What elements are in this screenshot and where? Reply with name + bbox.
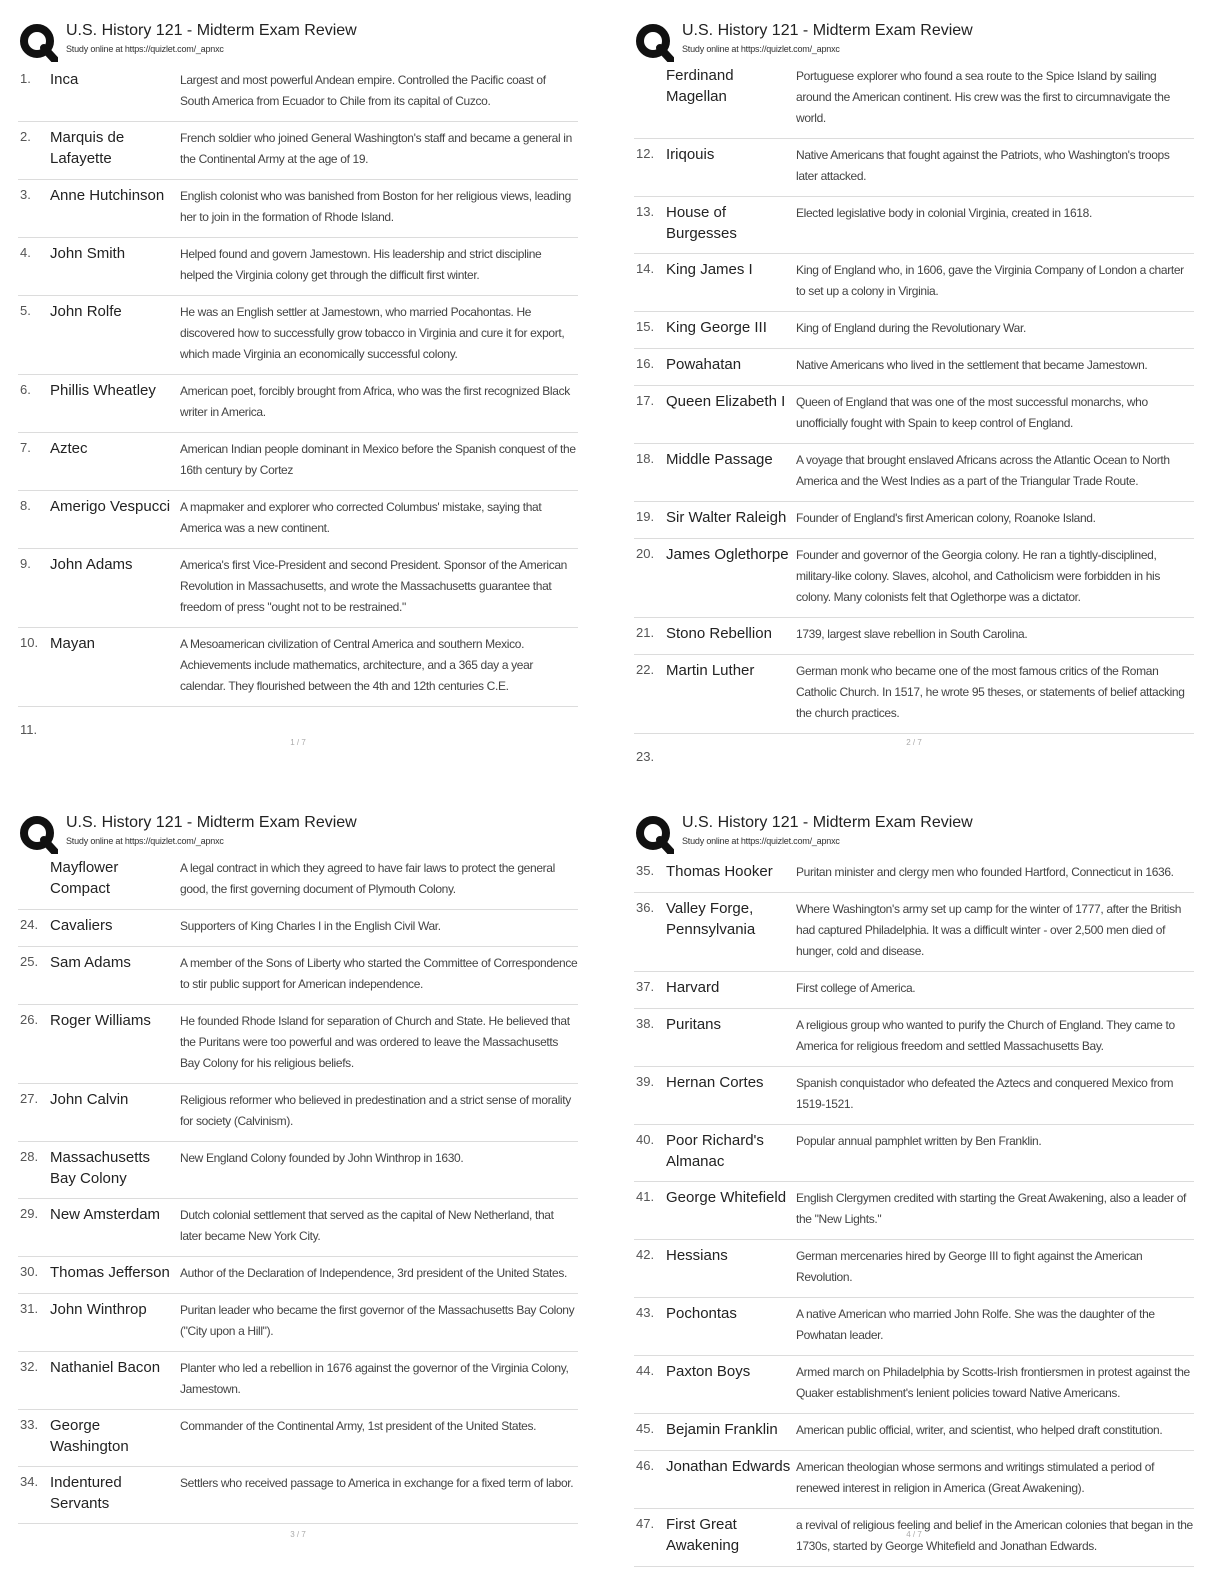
term-number: 26. [20,1012,39,1027]
term-number [18,856,50,900]
term-definition: English Clergymen credited with starting the Great Awakening, also a leader of the "New Lights." [796,1191,1187,1226]
term-definition: German mercenaries hired by George III to fight against the American Revolution. [796,1249,1143,1284]
term-word: Jonathan Edwards [666,1458,791,1475]
term-word: Sir Walter Raleigh [666,509,787,526]
header-title: U.S. History 121 - Midterm Exam Review [66,22,357,39]
term-definition: Religious reformer who believed in predestination and a strict sense of morality for society (Calvinism). [180,1093,571,1128]
term-row [18,1294,578,1352]
term-row [18,1084,578,1142]
header-study-link[interactable]: Study online at https://quizlet.com/_apnxc [66,836,224,846]
term-word: Hernan Cortes [666,1074,764,1091]
term-number: 32. [20,1359,39,1374]
term-number: 11. [20,722,38,737]
term-word: Powahatan [666,356,742,373]
term-definition: America's first Vice-President and second President. Sponsor of the American Revolution in Massachusetts, and wrote the Massachusetts guarantee that freedom of press "ought not to be restrained." [180,558,568,614]
term-definition: American public official, writer, and scientist, who helped draft constitution. [796,1423,1163,1437]
term-row [634,1009,1194,1067]
term-word: Hessians [666,1247,728,1264]
term-word: Sam Adams [50,954,131,971]
term-number: 8. [20,498,31,513]
term-row [18,1467,578,1524]
term-definition: Supporters of King Charles I in the English Civil War. [180,919,441,933]
term-word: Martin Luther [666,662,755,679]
term-row [634,64,1194,139]
term-number: 17. [636,393,655,408]
header-title: U.S. History 121 - Midterm Exam Review [682,814,973,831]
term-number: 24. [20,917,39,932]
term-definition: English colonist who was banished from Boston for her religious views, leading her to join in the formation of Rhode Island. [180,189,571,224]
quizlet-logo-icon [634,814,674,854]
term-word: Ferdinand Magellan [666,67,734,105]
term-number: 38. [636,1016,655,1031]
term-row [634,893,1194,972]
term-definition: Elected legislative body in colonial Virginia, created in 1618. [796,206,1092,220]
term-definition: a revival of religious feeling and belief in the American colonies that began in the 1730s, started by George Whitefield and Jonathan Edwards. [796,1518,1193,1553]
quizlet-logo-icon [18,22,58,62]
term-definition: Popular annual pamphlet written by Ben Franklin. [796,1134,1042,1148]
page-2 [634,18,1194,773]
term-row [634,444,1194,502]
term-definition: Founder and governor of the Georgia colony. He ran a tightly-disciplined, military-like colony. Slaves, alcohol, and Catholicism were forbidden in his colony. Many colonists felt that Oglethorpe was a dictator. [796,548,1161,604]
term-definition: He was an English settler at Jamestown, who married Pocahontas. He discovered how to successfully grow tobacco in Virginia and cure it for export, which made Virginia an economically successful colony. [180,305,565,361]
term-number: 25. [20,954,39,969]
term-number: 22. [636,662,655,677]
term-definition: American Indian people dominant in Mexico before the Spanish conquest of the 16th century by Cortez [180,442,576,477]
term-number: 4. [20,245,31,260]
term-row [18,947,578,1005]
term-row [18,122,578,180]
term-number: 39. [636,1074,655,1089]
term-number: 37. [636,979,655,994]
term-definition: King of England who, in 1606, gave the Virginia Company of London a charter to set up a colony in Virginia. [796,263,1184,298]
term-number: 21. [636,625,655,640]
term-definition: A mapmaker and explorer who corrected Columbus' mistake, saying that America was a new continent. [180,500,542,535]
term-word: Indentured Servants [50,1474,122,1512]
term-number: 6. [20,382,31,397]
term-definition: A member of the Sons of Liberty who started the Committee of Correspondence to stir public support for American independence. [180,956,578,991]
term-row [18,238,578,296]
term-definition: French soldier who joined General Washington's staff and became a general in the Continental Army at the age of 19. [180,131,572,166]
term-word: Aztec [50,440,88,457]
term-word: King James I [666,261,753,278]
term-row [18,1352,578,1410]
term-row [634,349,1194,386]
term-definition: Founder of England's first American colony, Roanoke Island. [796,511,1096,525]
term-word: Thomas Hooker [666,863,773,880]
term-word: Middle Passage [666,451,773,468]
term-number: 14. [636,261,655,276]
term-definition: New England Colony founded by John Winthrop in 1630. [180,1151,464,1165]
term-definition: He founded Rhode Island for separation of Church and State. He believed that the Puritans were too powerful and was ordered to leave the Massachusetts Bay Colony for his religious beliefs. [180,1014,570,1070]
term-word: Pochontas [666,1305,737,1322]
term-definition: Planter who led a rebellion in 1676 against the governor of the Virginia Colony, Jamestown. [180,1361,569,1396]
page-header [18,18,578,64]
term-definition: 1739, largest slave rebellion in South Carolina. [796,627,1028,641]
term-definition: Queen of England that was one of the most successful monarchs, who unofficially fought with Spain to keep control of England. [796,395,1148,430]
term-row [18,1257,578,1294]
quizlet-logo-icon [634,22,674,62]
term-number: 7. [20,440,31,455]
term-definition: Helped found and govern Jamestown. His leadership and strict discipline helped the Virginia colony get through the difficult first winter. [180,247,542,282]
term-definition: Settlers who received passage to America in exchange for a fixed term of labor. [180,1476,574,1490]
term-number: 27. [20,1091,39,1106]
term-row [634,1451,1194,1509]
term-word: James Oglethorpe [666,546,789,563]
term-word: John Calvin [50,1091,129,1108]
page-header [18,810,578,856]
term-number: 2. [20,129,31,144]
term-row [18,491,578,549]
term-row [18,1199,578,1257]
term-row [634,856,1194,893]
term-word: Stono Rebellion [666,625,772,642]
term-number: 5. [20,303,31,318]
term-word: Paxton Boys [666,1363,751,1380]
header-study-link[interactable]: Study online at https://quizlet.com/_apnxc [66,44,224,54]
term-number: 16. [636,356,655,371]
term-number [634,64,666,129]
term-definition: American theologian whose sermons and writings stimulated a period of renewed interest in religion in America (Great Awakening). [796,1460,1155,1495]
term-row [634,1182,1194,1240]
term-number: 19. [636,509,655,524]
term-word: King George III [666,319,767,336]
term-number: 9. [20,556,31,571]
term-row [634,1298,1194,1356]
term-word: Harvard [666,979,720,996]
term-definition: American poet, forcibly brought from Africa, who was the first recognized Black writer in America. [180,384,570,419]
term-number: 1. [20,71,31,86]
term-number: 45. [636,1421,655,1436]
term-number: 33. [20,1417,39,1432]
term-word: Iriqouis [666,146,715,163]
term-word: George Whitefield [666,1189,787,1206]
term-definition: Native Americans that fought against the Patriots, who Washington's troops later attacked. [796,148,1170,183]
term-row [634,139,1194,197]
term-word: Mayflower Compact [50,859,119,897]
term-row [634,312,1194,349]
term-word: Marquis de Lafayette [50,129,125,167]
term-definition [796,746,1194,764]
term-number: 18. [636,451,655,466]
term-word: John Smith [50,245,126,262]
header-title: U.S. History 121 - Midterm Exam Review [66,814,357,831]
term-row [634,1125,1194,1182]
term-definition: Portuguese explorer who found a sea route to the Spice Island by sailing around the American continent. His crew was the first to circumnavigate the world. [796,69,1170,125]
term-row [634,386,1194,444]
term-number: 43. [636,1305,655,1320]
quizlet-logo-icon [18,814,58,854]
term-number: 47. [636,1516,655,1531]
term-definition: Native Americans who lived in the settlement that became Jamestown. [796,358,1148,372]
term-number: 46. [636,1458,655,1473]
term-definition: Puritan leader who became the first governor of the Massachusetts Bay Colony ("City upon a Hill"). [180,1303,575,1338]
term-definition: A native American who married John Rolfe. She was the daughter of the Powhatan leader. [796,1307,1155,1342]
page-number: 3 / 7 [290,1530,306,1539]
term-definition: German monk who became one of the most famous critics of the Roman Catholic Church. In 1517, he wrote 95 theses, or statements of belief attacking the church practices. [796,664,1185,720]
term-definition: Where Washington's army set up camp for the winter of 1777, after the British had captured Philadelphia. It was a difficult winter - over 2,500 men died of hunger, cold and disease. [796,902,1182,958]
term-row [18,549,578,628]
term-word: Phillis Wheatley [50,382,156,399]
term-word: Bejamin Franklin [666,1421,778,1438]
term-word: Poor Richard's Almanac [666,1132,764,1170]
page-4 [634,810,1194,1567]
term-row [18,856,578,910]
term-definition: A Mesoamerican civilization of Central America and southern Mexico. Achievements include mathematics, architecture, and a 365 day a year calendar. They flourished between the 4th and 12th centuries C.E. [180,637,534,693]
page-header [634,810,1194,856]
term-number: 10. [20,635,39,650]
term-definition: A voyage that brought enslaved Africans across the Atlantic Ocean to North America and the West Indies as a part of the Triangular Trade Route. [796,453,1170,488]
term-word: Inca [50,71,79,88]
page-number: 2 / 7 [906,738,922,747]
term-definition: Commander of the Continental Army, 1st president of the United States. [180,1419,537,1433]
term-definition: Armed march on Philadelphia by Scotts-Irish frontiersmen in protest against the Quaker establishment's lenient policies toward Native Americans. [796,1365,1190,1400]
term-word: Valley Forge, Pennsylvania [666,900,756,938]
page-1 [18,18,578,746]
term-definition: Author of the Declaration of Independence, 3rd president of the United States. [180,1266,567,1280]
term-number: 12. [636,146,655,161]
term-number: 3. [20,187,31,202]
term-word: George Washington [50,1417,129,1455]
term-row [18,180,578,238]
term-word: Amerigo Vespucci [50,498,171,515]
term-row [634,254,1194,312]
term-word [50,719,180,737]
term-number: 41. [636,1189,655,1204]
term-definition: Dutch colonial settlement that served as the capital of New Netherland, that later became New York City. [180,1208,554,1243]
term-word: Roger Williams [50,1012,151,1029]
term-number: 44. [636,1363,655,1378]
header-study-link[interactable]: Study online at https://quizlet.com/_apnxc [682,44,840,54]
term-word: Massachusetts Bay Colony [50,1149,151,1187]
header-title: U.S. History 121 - Midterm Exam Review [682,22,973,39]
term-definition: Puritan minister and clergy men who founded Hartford, Connecticut in 1636. [796,865,1174,879]
term-row [18,1410,578,1467]
term-number: 42. [636,1247,655,1262]
page-3 [18,810,578,1539]
term-number: 29. [20,1206,39,1221]
term-row [18,910,578,947]
term-definition: King of England during the Revolutionary War. [796,321,1026,335]
term-definition: Spanish conquistador who defeated the Aztecs and conquered Mexico from 1519-1521. [796,1076,1174,1111]
term-word: Cavaliers [50,917,113,934]
term-number: 35. [636,863,655,878]
term-word: First Great Awakening [666,1516,740,1554]
term-definition [180,719,578,737]
term-word: Puritans [666,1016,722,1033]
term-definition: A legal contract in which they agreed to have fair laws to protect the general good, the first governing document of Plymouth Colony. [180,861,555,896]
header-study-link[interactable]: Study online at https://quizlet.com/_apnxc [682,836,840,846]
term-number: 20. [636,546,655,561]
page-number: 4 / 7 [906,1530,922,1539]
term-row [634,655,1194,734]
term-number: 40. [636,1132,655,1147]
term-definition: First college of America. [796,981,916,995]
term-number: 13. [636,204,655,219]
term-definition: Largest and most powerful Andean empire. Controlled the Pacific coast of South America from Ecuador to Chile from its capital of Cuzco. [180,73,546,108]
term-row [634,502,1194,539]
page-number: 1 / 7 [290,738,306,747]
term-row [634,972,1194,1009]
term-row [18,296,578,375]
term-word [666,746,796,764]
term-row [634,1240,1194,1298]
term-word: John Winthrop [50,1301,147,1318]
term-row [634,539,1194,618]
term-row [634,197,1194,254]
term-word: Thomas Jefferson [50,1264,170,1281]
term-word: New Amsterdam [50,1206,161,1223]
term-word: Queen Elizabeth I [666,393,786,410]
term-word: Anne Hutchinson [50,187,165,204]
term-row [18,628,578,707]
term-row [18,64,578,122]
term-row [18,433,578,491]
term-word: Nathaniel Bacon [50,1359,161,1376]
term-number: 36. [636,900,655,915]
term-number: 23. [636,749,655,764]
term-row [18,375,578,433]
term-row [634,1356,1194,1414]
term-number: 28. [20,1149,39,1164]
term-word: John Rolfe [50,303,122,320]
term-row [18,1005,578,1084]
term-number: 31. [20,1301,39,1316]
term-word: John Adams [50,556,133,573]
term-number: 34. [20,1474,39,1489]
term-definition: A religious group who wanted to purify the Church of England. They came to America for religious freedom and settled Massachusetts Bay. [796,1018,1175,1053]
term-row [18,1142,578,1199]
term-word: House of Burgesses [666,204,737,242]
term-word: Mayan [50,635,96,652]
term-row [634,1067,1194,1125]
term-row [634,1414,1194,1451]
term-row [634,618,1194,655]
page-header [634,18,1194,64]
term-number: 30. [20,1264,39,1279]
term-number: 15. [636,319,655,334]
